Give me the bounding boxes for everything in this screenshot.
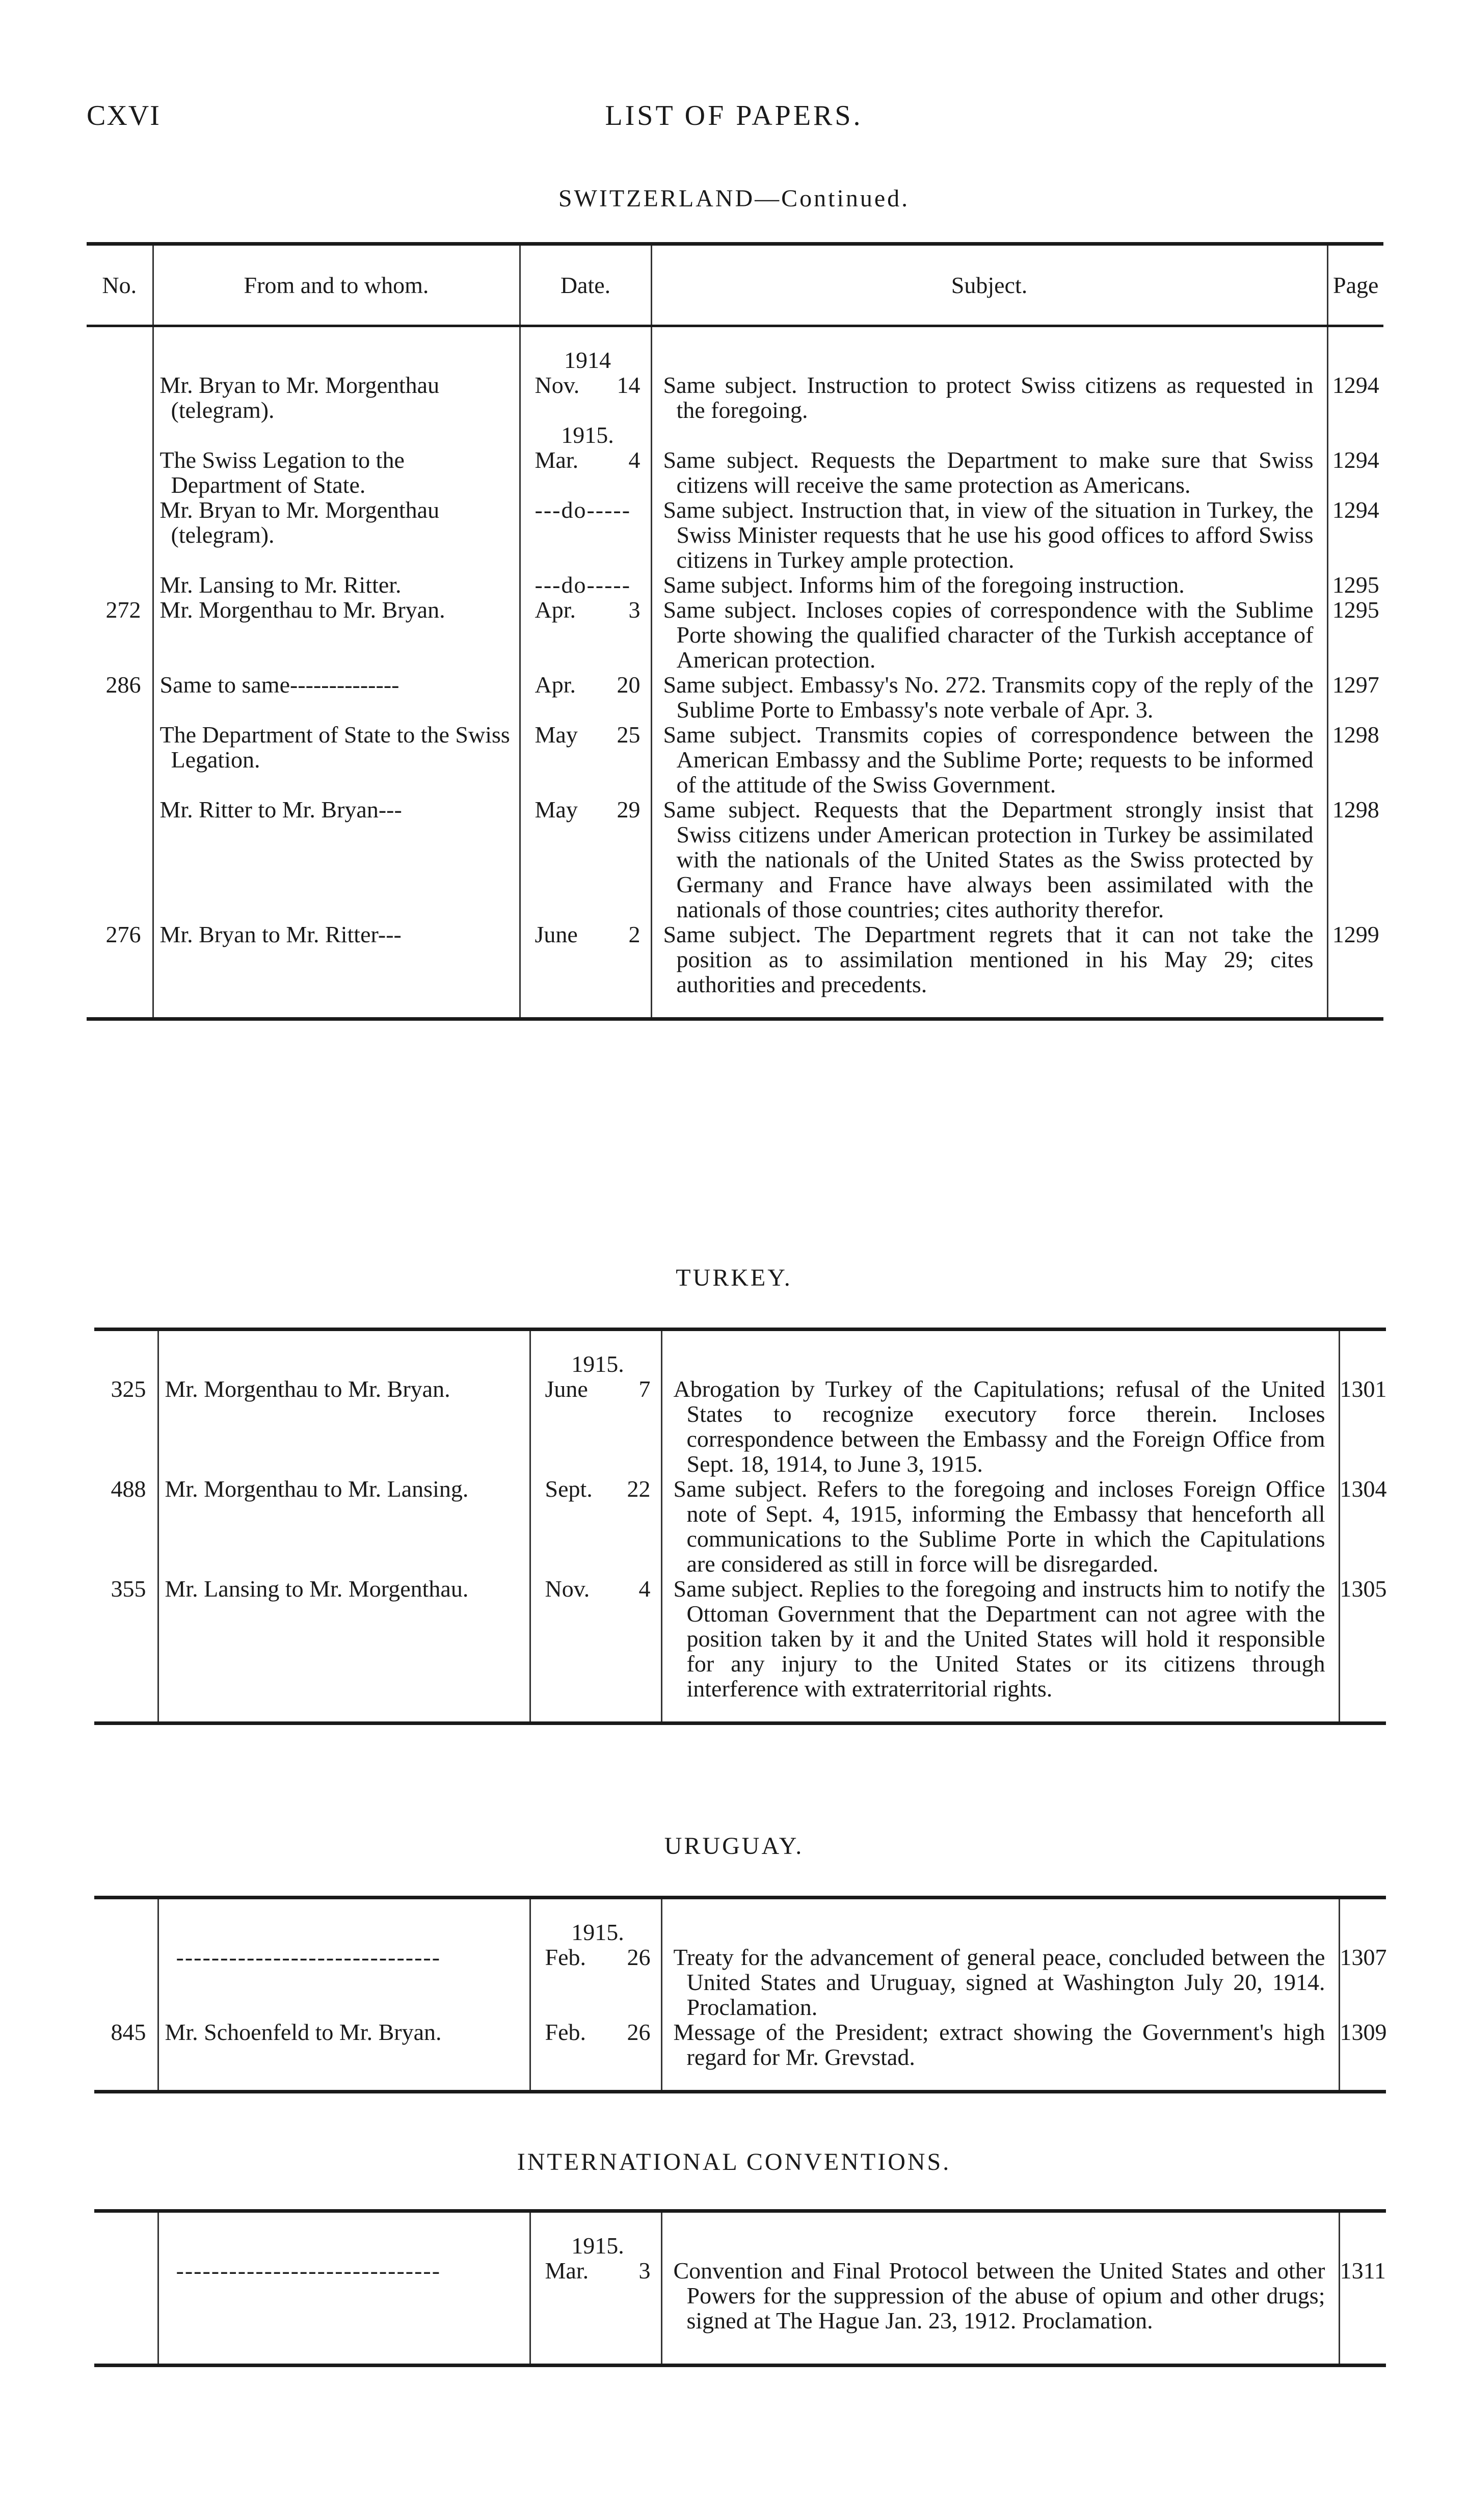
date-day: 2 (628, 921, 640, 947)
row-no: 276 (105, 921, 141, 947)
table-row (94, 1351, 1386, 1476)
row-date (530, 1476, 661, 1576)
row-date (530, 2020, 661, 2070)
date-month: Mar. (545, 2258, 589, 2284)
row-from: Mr. Bryan to Mr. Ritter--- (153, 922, 520, 997)
date-day: 22 (627, 1476, 651, 1502)
row-no (87, 422, 153, 497)
col-header-subject: Subject. (651, 244, 1327, 326)
table-uruguay (94, 1896, 1386, 2093)
table-row (87, 497, 1383, 572)
table-row (87, 348, 1383, 422)
date-month: May (535, 797, 578, 823)
row-subject: Same subject. Requests that the Department strongly insist that Swiss citizens under American protection in Turkey be assimilated with the nationals of the United States as the Swiss protected by Germany and France have always been assimilated with the nationals of those countries; cites authority therefor. (651, 797, 1327, 922)
row-no (94, 2233, 158, 2333)
row-no (87, 797, 153, 922)
row-date (520, 672, 651, 722)
row-from: ------------------------------ (158, 2233, 530, 2333)
col-header-from: From and to whom. (153, 244, 520, 326)
date-year: 1915. (571, 2233, 624, 2259)
section-heading-uruguay: URUGUAY. (664, 1833, 804, 1860)
row-page: 1311 (1339, 2233, 1386, 2333)
date-day: 20 (617, 672, 640, 698)
table-row (94, 1576, 1386, 1701)
row-from: Mr. Morgenthau to Mr. Lansing. (158, 1476, 530, 1576)
table-row (87, 797, 1383, 922)
row-no: 845 (111, 2019, 146, 2045)
date-year: 1915. (571, 1351, 624, 1377)
row-page: 1307 (1339, 1920, 1386, 2020)
row-subject: Same subject. Replies to the foregoing and instructs him to notify the Ottoman Government that the Department can not agree with the position taken by it and the United States will hold it responsible for any injury to the United States or its citizens through interference with extraterritorial rights. (661, 1576, 1339, 1701)
row-date (520, 497, 651, 572)
section-heading-switzerland: SWITZERLAND—Continued. (558, 185, 910, 212)
table-turkey (94, 1328, 1386, 1725)
row-subject: Message of the President; extract showing the Government's high regard for Mr. Grevstad. (661, 2020, 1339, 2070)
table-header (87, 244, 1383, 326)
row-subject: Same subject. Instruction that, in view of the situation in Turkey, the Swiss Minister requests that he use his good offices to afford Swiss citizens in Turkey ample protection. (651, 497, 1327, 572)
date-year: 1915. (571, 1919, 624, 1945)
date-day: 4 (628, 447, 640, 473)
col-header-page: Page (1327, 244, 1383, 326)
row-page: 1294 (1327, 348, 1383, 422)
row-from: Mr. Ritter to Mr. Bryan--- (153, 797, 520, 922)
row-subject: Abrogation by Turkey of the Capitulations; refusal of the United States to recognize executory force therein. Incloses correspondence between the Embassy and the Foreign Office from Sept. 18, 1914, to June 3, 1915. (661, 1351, 1339, 1476)
table-row (87, 572, 1383, 597)
row-from: Mr. Schoenfeld to Mr. Bryan. (158, 2020, 530, 2070)
row-from: Mr. Morgenthau to Mr. Bryan. (153, 597, 520, 672)
date-month: May (535, 722, 578, 748)
date-month: Feb. (545, 1944, 586, 1970)
row-subject: Same subject. Transmits copies of correspondence between the American Embassy and the Sublime Porte; requests to be informed of the attitude of the Swiss Government. (651, 722, 1327, 797)
row-date (520, 922, 651, 997)
date-month: Apr. (535, 672, 576, 698)
row-page: 1305 (1339, 1576, 1386, 1701)
row-from: Mr. Bryan to Mr. Morgenthau (telegram). (153, 497, 520, 572)
row-page: 1295 (1327, 572, 1383, 597)
row-no (87, 722, 153, 797)
date-day: 26 (627, 2019, 651, 2045)
row-page: 1294 (1327, 422, 1383, 497)
row-page: 1295 (1327, 597, 1383, 672)
row-subject: Same subject. Informs him of the foregoing instruction. (651, 572, 1327, 597)
row-from: Mr. Bryan to Mr. Morgenthau (telegram). (153, 348, 520, 422)
row-no (87, 497, 153, 572)
row-page: 1298 (1327, 722, 1383, 797)
table-switzerland (87, 242, 1383, 1021)
date-year: 1915. (561, 422, 614, 448)
date-day: 29 (617, 797, 640, 823)
row-subject: Convention and Final Protocol between the United States and other Powers for the suppression of the abuse of opium and other drugs; signed at The Hague Jan. 23, 1912. Proclamation. (661, 2233, 1339, 2333)
row-page: 1299 (1327, 922, 1383, 997)
date-year: 1914 (564, 347, 611, 373)
row-from: Mr. Lansing to Mr. Ritter. (153, 572, 520, 597)
table-row (87, 922, 1383, 997)
table-row (94, 2233, 1386, 2333)
row-date (530, 1351, 661, 1476)
row-no (87, 572, 153, 597)
date-day: 26 (627, 1944, 651, 1970)
table-international-conventions (94, 2209, 1386, 2367)
row-from: The Department of State to the Swiss Legation. (153, 722, 520, 797)
row-subject: Same subject. The Department regrets that it can not take the position as to assimilation mentioned in his May 29; cites authorities and precedents. (651, 922, 1327, 997)
row-page: 1301 (1339, 1351, 1386, 1476)
row-no: 488 (111, 1476, 146, 1502)
row-from: Mr. Lansing to Mr. Morgenthau. (158, 1576, 530, 1701)
col-header-date: Date. (520, 244, 651, 326)
date-month: Nov. (535, 372, 580, 398)
row-from: The Swiss Legation to the Department of State. (153, 422, 520, 497)
row-page: 1304 (1339, 1476, 1386, 1576)
table-row (87, 597, 1383, 672)
date-month: Mar. (535, 447, 579, 473)
row-subject: Same subject. Embassy's No. 272. Transmits copy of the reply of the Sublime Porte to Embassy's note verbale of Apr. 3. (651, 672, 1327, 722)
row-date (520, 348, 651, 422)
row-page: 1309 (1339, 2020, 1386, 2070)
row-from: Mr. Morgenthau to Mr. Bryan. (158, 1351, 530, 1476)
date-day: 7 (638, 1376, 651, 1402)
row-page: 1294 (1327, 497, 1383, 572)
section-heading-turkey: TURKEY. (676, 1264, 792, 1291)
date-day: 14 (617, 372, 640, 398)
row-date (520, 597, 651, 672)
row-subject: Same subject. Refers to the foregoing and incloses Foreign Office note of Sept. 4, 1915, informing the Embassy that henceforth all communications to the Sublime Porte in which the Capitulations are considered as still in force will be disregarded. (661, 1476, 1339, 1576)
section-heading-international-conventions: INTERNATIONAL CONVENTIONS. (517, 2148, 951, 2176)
table-row (94, 2020, 1386, 2070)
row-no (94, 1920, 158, 2020)
date-day: 25 (617, 722, 640, 748)
row-no: 272 (105, 597, 141, 623)
row-date (520, 722, 651, 797)
date-day: 4 (638, 1576, 651, 1602)
col-header-no: No. (87, 244, 153, 326)
date-month: Apr. (535, 597, 576, 623)
row-from: Same to same-------------- (153, 672, 520, 722)
row-no (87, 348, 153, 422)
row-no: 286 (105, 672, 141, 698)
row-date (520, 797, 651, 922)
table-row (87, 672, 1383, 722)
row-date (530, 1920, 661, 2020)
page-number: CXVI (87, 100, 161, 131)
date-ditto: ---do----- (535, 572, 631, 598)
row-page: 1297 (1327, 672, 1383, 722)
table-row (87, 722, 1383, 797)
page-title: LIST OF PAPERS. (605, 100, 863, 131)
row-subject: Same subject. Incloses copies of correspondence with the Sublime Porte showing the qualified character of the Turkish acceptance of American protection. (651, 597, 1327, 672)
row-date (530, 1576, 661, 1701)
row-date (520, 422, 651, 497)
date-day: 3 (638, 2258, 651, 2284)
table-row (94, 1476, 1386, 1576)
date-day: 3 (628, 597, 640, 623)
row-subject: Same subject. Requests the Department to make sure that Swiss citizens will receive the same protection as Americans. (651, 422, 1327, 497)
date-month: Nov. (545, 1576, 590, 1602)
date-month: June (545, 1376, 588, 1402)
row-from: ------------------------------ (158, 1920, 530, 2020)
table-row (94, 1920, 1386, 2020)
row-subject: Same subject. Instruction to protect Swiss citizens as requested in the foregoing. (651, 348, 1327, 422)
row-date (520, 572, 651, 597)
date-month: Feb. (545, 2019, 586, 2045)
row-date (530, 2233, 661, 2333)
row-no: 325 (111, 1376, 146, 1402)
date-ditto: ---do----- (535, 497, 631, 523)
table-row (87, 422, 1383, 497)
row-page: 1298 (1327, 797, 1383, 922)
date-month: June (535, 921, 578, 947)
row-subject: Treaty for the advancement of general peace, concluded between the United States and Uruguay, signed at Washington July 20, 1914. Proclamation. (661, 1920, 1339, 2020)
date-month: Sept. (545, 1476, 593, 1502)
row-no: 355 (111, 1576, 146, 1602)
